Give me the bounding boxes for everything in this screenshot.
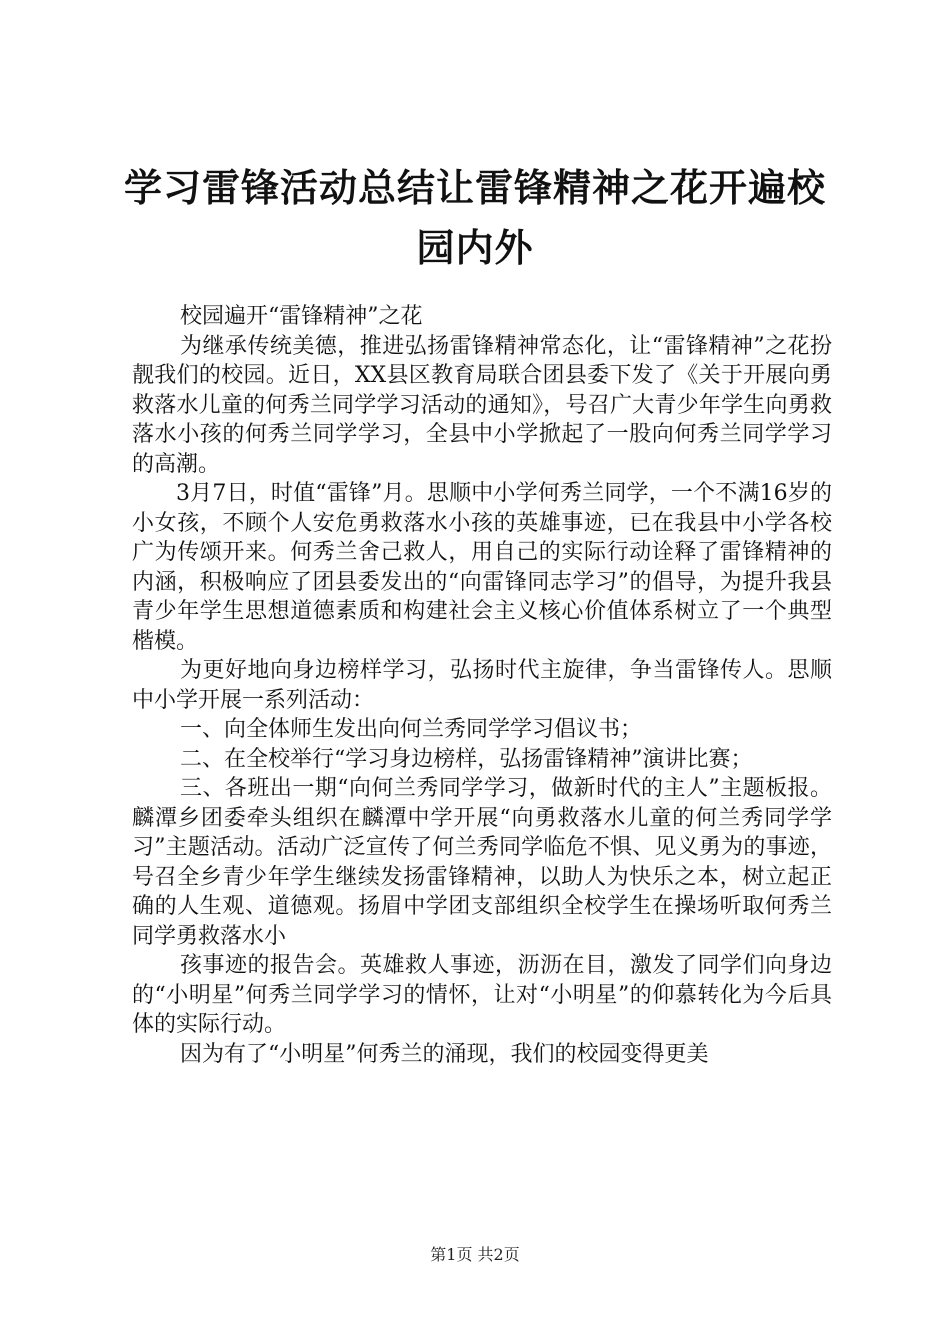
paragraph-activity-2: 二、在全校举行“学习身边榜样，弘扬雷锋精神”演讲比赛；: [180, 746, 753, 772]
paragraph-event: 3月7日，时值“雷锋”月。思顺中小学何秀兰同学，一个不满16岁的小女孩，不顾个人安危勇救落水小孩的英雄事迹，已在我县中小学各校广为传颂开来。何秀兰舍己救人，用自己的实际行动诠释了雷锋精神的内涵，积极响应了团县委发出的“向雷锋同志学习”的倡导，为提升我县青少年学生思想道德素质和构建社会主义核心价值体系树立了一个典型楷模。: [132, 481, 832, 654]
paragraph-report: 孩事迹的报告会。英雄救人事迹，沥沥在目，激发了同学们向身边的“小明星”何秀兰同学学习的情怀，让对“小明星”的仰慕转化为今后具体的实际行动。: [132, 953, 832, 1037]
document-title: 学习雷锋活动总结让雷锋精神之花开遍校园内外: [123, 166, 826, 270]
page-footer: 第1页 共2页: [430, 1245, 520, 1264]
paragraph-closing: 因为有了“小明星”何秀兰的涌现，我们的校园变得更美: [180, 1041, 709, 1067]
paragraph-subtitle: 校园遍开“雷锋精神”之花: [180, 304, 423, 329]
paragraph-activities-intro: 为更好地向身边榜样学习，弘扬时代主旋律，争当雷锋传人。思顺中小学开展一系列活动：: [132, 658, 832, 713]
document-body: [132, 302, 832, 1069]
paragraph-intro: 为继承传统美德，推进弘扬雷锋精神常态化，让“雷锋精神”之花扮靓我们的校园。近日，XX县区教育局联合团县委下发了《关于开展向勇救落水儿童的何秀兰同学学习活动的通知》，号召广大青少年学生向勇救落水小孩的何秀兰同学学习，全县中小学掀起了一股向何秀兰同学学习的高潮。: [132, 333, 832, 477]
paragraph-activity-3: 三、各班出一期“向何兰秀同学学习，做新时代的主人”主题板报。麟潭乡团委牵头组织在麟潭中学开展“向勇救落水儿童的何兰秀同学学习”主题活动。活动广泛宣传了何兰秀同学临危不惧、见义勇为的事迹，号召全乡青少年学生继续发扬雷锋精神，以助人为快乐之本，树立起正确的人生观、道德观。扬眉中学团支部组织全校学生在操场听取何秀兰同学勇救落水小: [132, 776, 832, 949]
paragraph-activity-1: 一、向全体师生发出向何兰秀同学学习倡议书；: [180, 717, 643, 742]
